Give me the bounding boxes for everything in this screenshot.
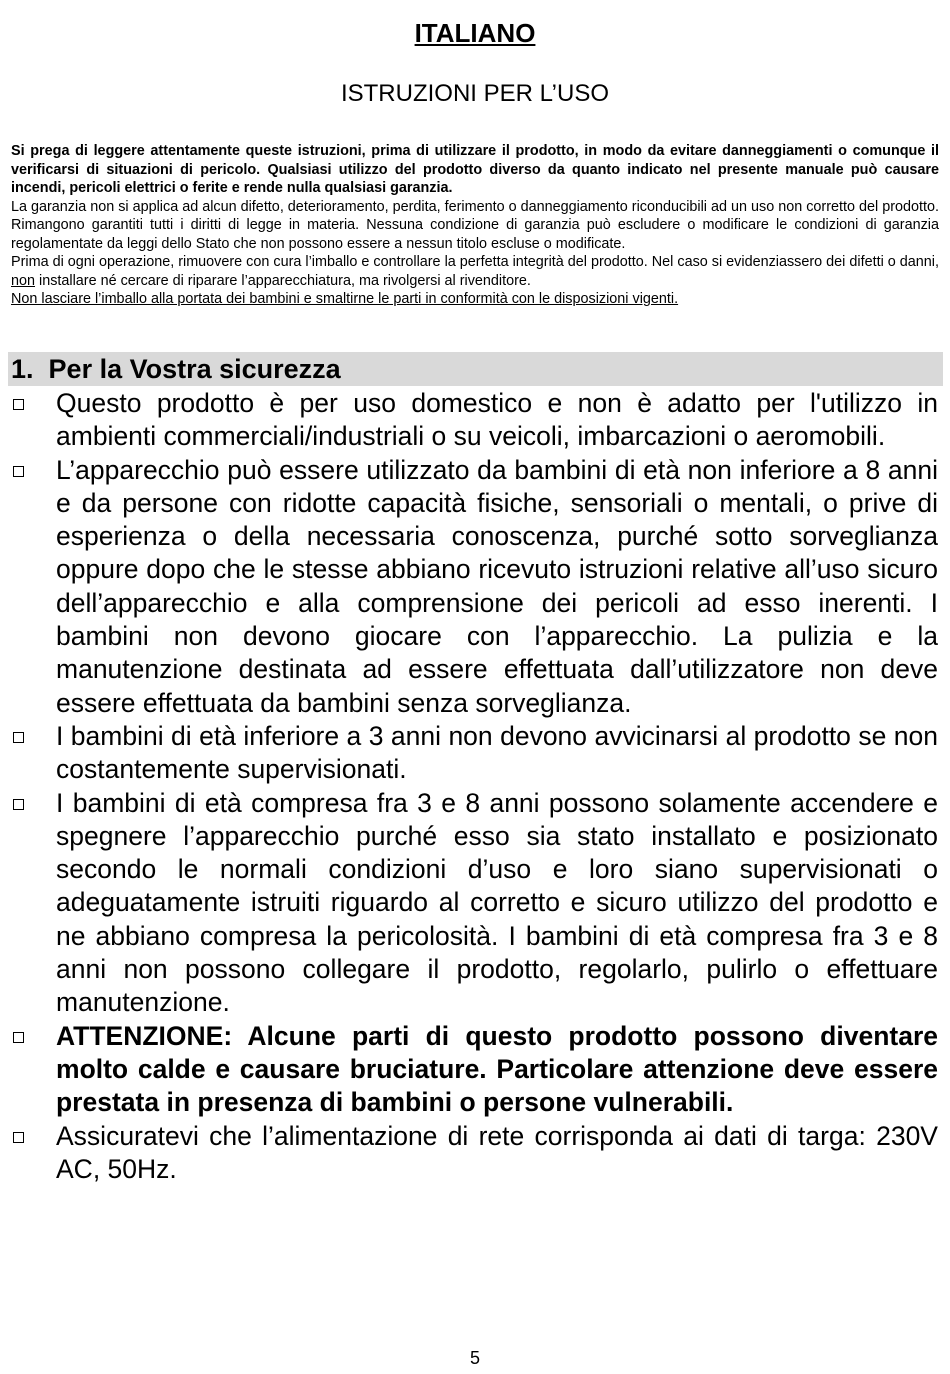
page-title: ISTRUZIONI PER L’USO: [340, 80, 610, 107]
intro-warning-paragraph: Si prega di leggere attentamente queste istruzioni, prima di utilizzare il prodotto, in modo da evitare danneggiamenti o comunque il verificarsi di situazioni di pericolo. Qualsiasi utilizzo del prodotto diverso da quanto indicato nel presente manuale può causare incendi, pericoli elettrici o ferite e rende nulla qualsiasi garanzia.: [11, 143, 939, 196]
checkbox-bullet-icon: [13, 1032, 24, 1043]
packaging-paragraph: Non lasciare l’imballo alla portata dei bambini e smaltirne le parti in conformità con le disposizioni vigenti.: [11, 291, 679, 307]
list-item: [0, 1120, 938, 1187]
inspection-paragraph: [11, 253, 939, 290]
checkbox-bullet-icon: [13, 732, 24, 743]
inspection-text-non: non: [11, 272, 36, 289]
list-item-text: L’apparecchio può essere utilizzato da bambini di età non inferiore a 8 anni e da persone con ridotte capacità fisiche, sensoriali o mentali, o prive di esperienza o della necessaria conoscenza, purché sotto sorveglianza oppure dopo che le stesse abbiano ricevuto istruzioni relative all’uso sicuro dell’apparecchio e alla comprensione dei pericoli ad esso inerenti. I bambini non devono giocare con l’apparecchio. La pulizia e la manutenzione destinata ad essere effettuata dall’utilizzatore non deve essere effettuata da bambini senza sorveglianza.: [56, 454, 938, 718]
list-item-text: I bambini di età compresa fra 3 e 8 anni possono solamente accendere e spegnere l’apparecchio purché esso sia stato installato e posizionato secondo le normali condizioni d’uso e loro siano supervisionati o adeguatamente istruiti riguardo al corretto e sicuro utilizzo del prodotto e ne abbiano compresa la pericolosità. I bambini di età compresa fra 3 e 8 anni non possono collegare il prodotto, regolarlo, pulirlo o effettuare manutenzione.: [56, 787, 938, 1018]
language-heading-text: ITALIANO: [414, 18, 536, 48]
list-item-text: Questo prodotto è per uso domestico e non è adatto per l'utilizzo in ambienti commerciali/industriali o su veicoli, imbarcazioni o aeromobili.: [56, 388, 938, 452]
section-number: 1.: [11, 354, 34, 384]
checkbox-bullet-icon: [13, 1132, 24, 1143]
safety-list: [0, 387, 950, 1186]
section-heading: [8, 352, 943, 386]
list-item: [0, 720, 938, 787]
section-title: Per la Vostra sicurezza: [48, 354, 341, 384]
list-item: [0, 1020, 938, 1120]
list-item-text: ATTENZIONE: Alcune parti di questo prodotto possono diventare molto calde e causare bruciature. Particolare attenzione deve essere prestata in presenza di bambini o persone vulnerabili.: [56, 1020, 938, 1118]
list-item: [0, 787, 938, 1020]
language-heading: [0, 18, 950, 49]
checkbox-bullet-icon: [13, 466, 24, 477]
inspection-text-end: installare né cercare di riparare l’apparecchiatura, ma rivolgersi al rivenditore.: [35, 272, 531, 289]
checkbox-bullet-icon: [13, 399, 24, 410]
warranty-paragraph: La garanzia non si applica ad alcun difetto, deterioramento, perdita, ferimento o danneggiamento riconducibili ad un uso non corretto del prodotto. Rimangono garantiti tutti i diritti di legge in materia. Nessuna condizione di garanzia può escludere o modificare le condizioni di garanzia regolamentate da leggi dello Stato che non possono essere a nessun titolo escluse o modificate.: [11, 198, 939, 252]
list-item: [0, 454, 938, 720]
list-item-text: Assicuratevi che l’alimentazione di rete corrisponda ai dati di targa: 230V AC, 50Hz.: [56, 1120, 938, 1184]
list-item-text: I bambini di età inferiore a 3 anni non devono avvicinarsi al prodotto se non costantemente supervisionati.: [56, 720, 938, 785]
inspection-text-start: Prima di ogni operazione, rimuovere con cura l’imballo e controllare la perfetta integrità del prodotto. Nel caso si evidenziassero dei difetti o danni,: [11, 254, 939, 270]
intro-block: [11, 142, 939, 309]
checkbox-bullet-icon: [13, 799, 24, 810]
page-number: 5: [469, 1348, 480, 1368]
list-item: [0, 387, 938, 454]
